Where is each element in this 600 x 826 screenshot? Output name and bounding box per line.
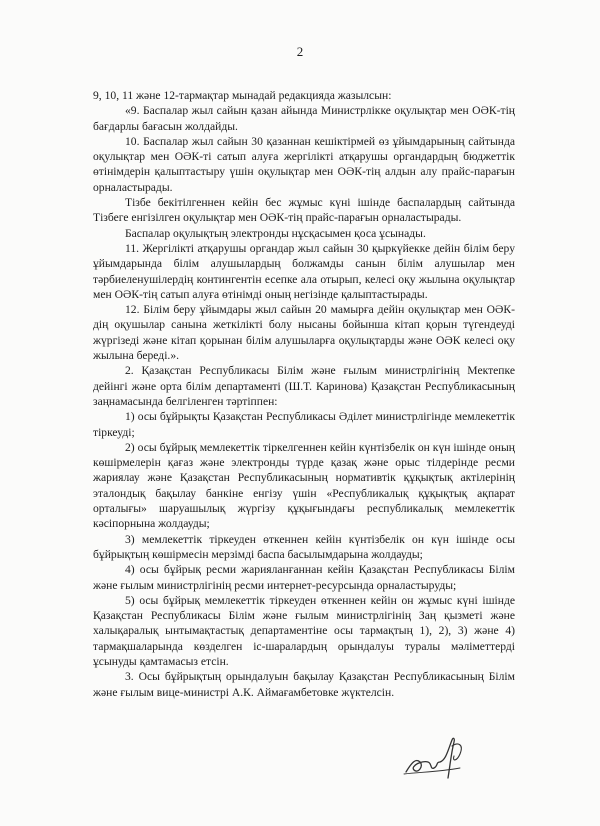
paragraph-subitem-1: 1) осы бұйрықты Қазақстан Республикасы Әділет министрлігінде мемлекеттік тіркеуді; xyxy=(93,410,515,439)
signature-icon xyxy=(400,732,472,780)
paragraph-subitem-2: 2) осы бұйрық мемлекеттік тіркелгеннен кейін күнтізбелік он күн ішінде оның көшірмелерін қағаз және электронды түрде қазақ және орыс тілдерінде ресми жариялау және Қазақстан Республикасының нормативтік құқықтық актілерінің эталондық бақылау банкіне енгізу үшін «Республикалық құқықтық ақпарат орталығы» шаруашылық жүргізу құқығындағы республикалық мемлекеттік кәсіпорнына жолдауды; xyxy=(93,440,515,531)
intro-paragraph: 9, 10, 11 және 12-тармақтар мынадай редакцияда жазылсын: xyxy=(93,89,392,102)
paragraph-subitem-5: 5) осы бұйрық мемлекеттік тіркеуден өткеннен кейін он жұмыс күні ішінде Қазақстан Республикасы Білім және ғылым министрлігінің Заң қызметі және халықаралық ынтымақтастық департаментіне осы тармақтың 1), 2), 3) және 4) тармақшаларында көзделген іс-шаралардың орындалуы туралы мәліметтерді ұсынуды қамтамасыз етсін. xyxy=(93,593,515,668)
paragraph-section-3: 3. Осы бұйрықтың орындалуын бақылау Қазақстан Республикасының Білім және ғылым вице-министрі А.К. Аймағамбетовке жүктелсін. xyxy=(93,670,515,699)
paragraph-subitem-3: 3) мемлекеттік тіркеуден өткеннен кейін күнтізбелік он күн ішінде осы бұйрықтың көшірмесін мерзімді баспа басылымдарына жолдауды; xyxy=(93,532,515,561)
paragraph-item-10: 10. Баспалар жыл сайын 30 қазаннан кешіктірмей өз ұйымдарының сайтында оқулықтар мен ОӘК-ті сатып алуға жергілікті атқарушы органдардың бюджеттік өтінімдерін қалыптастыру үшін оқулықтар мен ОӘК-тің алдын алу прайс-парағын орналастырады. xyxy=(93,134,515,194)
page-number: 2 xyxy=(296,44,304,59)
paragraph-section-2: 2. Қазақстан Республикасы Білім және ғылым министрлігінің Мектепке дейінгі және орта білім департаменті (Ш.Т. Каринова) Қазақстан Республикасының заңнамасында белгіленген тәртіппен: xyxy=(93,364,515,408)
paragraph-subitem-4: 4) осы бұйрық ресми жарияланғаннан кейін Қазақстан Республикасы Білім және ғылым министрлігінің ресми интернет-ресурсында орналастыруды; xyxy=(93,563,515,592)
paragraph-item-11: 11. Жергілікті атқарушы органдар жыл сайын 30 қыркүйекке дейін білім беру ұйымдарында білім алушылардың болжамды санын білім алушылар мен тәрбиеленушілердің контингентін есепке ала отырып, келесі оқу жылына оқулықтар мен ОӘК-тің сатып алуға өтінімді оның негізінде қалыптастырады. xyxy=(93,241,515,301)
paragraph-item-10-continued: Тізбе бекітілгеннен кейін бес жұмыс күні ішінде баспалардың сайтында Тізбеге енгізілген оқулықтар мен ОӘК-тің прайс-парағын орналастырады. xyxy=(93,196,515,225)
paragraph-item-10-electronic: Баспалар оқулықтың электронды нұсқасымен қоса ұсынады. xyxy=(125,226,426,240)
paragraph-item-12: 12. Білім беру ұйымдары жыл сайын 20 мамырға дейін оқулықтар мен ОӘК-дің оқушылар санына жеткілікті болу нысаны бойынша кітап қорын түгендеуді жүргізеді және кітап қорынан білім алушыларға оқулықтарды және ОӘК келесі оқу жылына береді.». xyxy=(93,303,515,363)
paragraph-item-9: «9. Баспалар жыл сайын қазан айында Министрлікке оқулықтар мен ОӘК-тің бағдарлы бағасын жолдайды. xyxy=(93,104,515,133)
document-body xyxy=(93,88,515,700)
